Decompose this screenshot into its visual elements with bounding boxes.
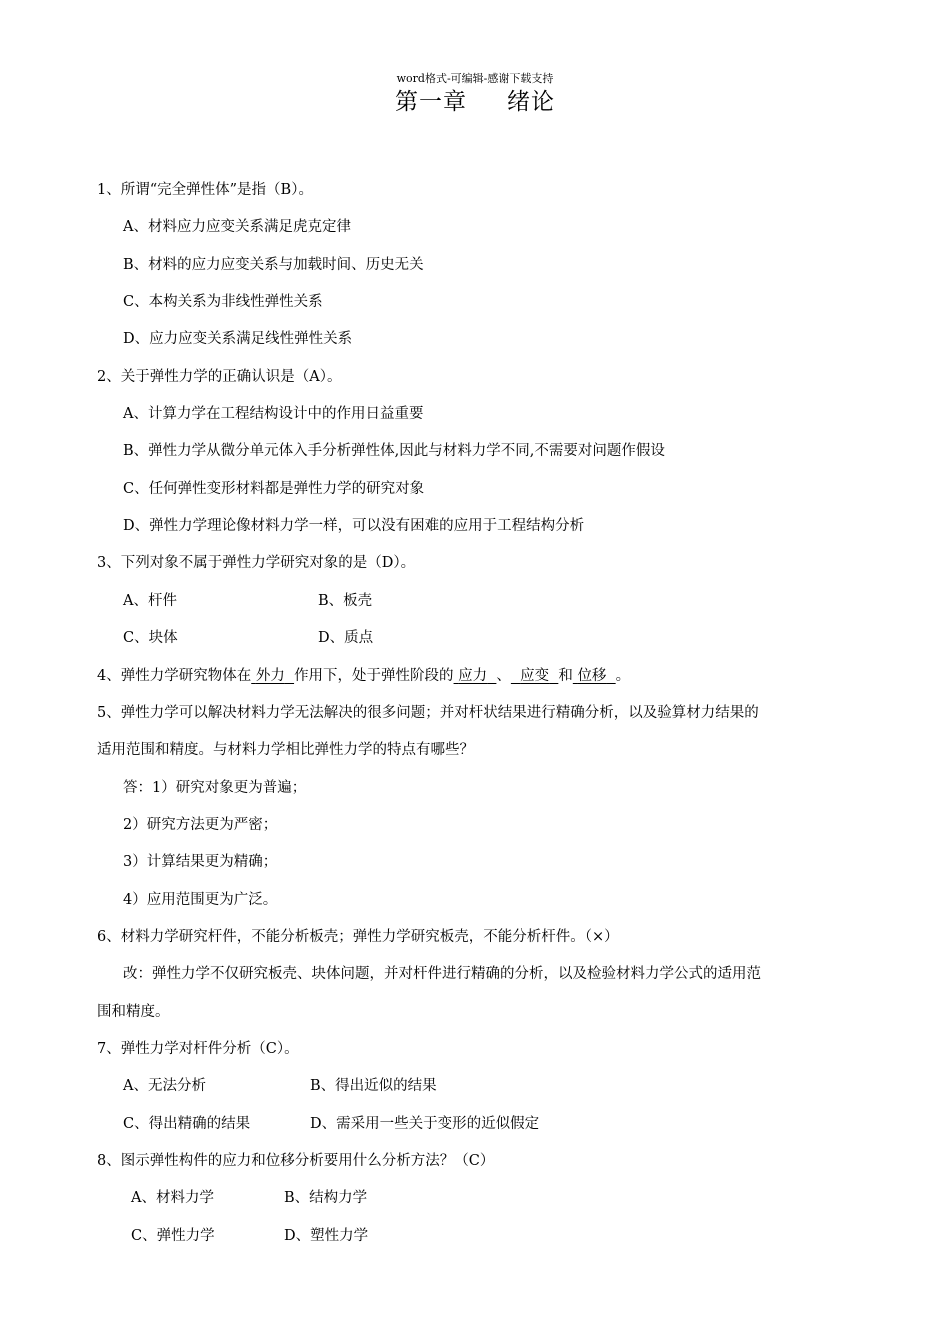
chapter-number: 第一章 xyxy=(395,89,467,115)
watermark-text: word格式-可编辑-感谢下载支持 xyxy=(396,72,554,85)
question-4-text-5: 。 xyxy=(615,668,631,684)
question-8-stem: 8、图示弹性构件的应力和位移分析要用什么分析方法？（C） xyxy=(97,1153,495,1169)
question-5-answer-4: 4）应用范围更为广泛。 xyxy=(123,892,278,908)
question-4-text-1: 4、弹性力学研究物体在 xyxy=(97,668,252,684)
question-3-option-b: B、板壳 xyxy=(318,593,373,609)
question-5-answer-3: 3）计算结果更为精确； xyxy=(123,854,278,870)
chapter-title xyxy=(0,86,950,118)
question-2-option-c: C、任何弹性变形材料都是弹性力学的研究对象 xyxy=(123,481,425,497)
question-5-line-2: 适用范围和精度。与材料力学相比弹性力学的特点有哪些？ xyxy=(97,742,474,758)
question-1-option-d: D、应力应变关系满足线性弹性关系 xyxy=(123,331,353,347)
question-2-option-d: D、弹性力学理论像材料力学一样，可以没有困难的应用于工程结构分析 xyxy=(123,518,585,534)
question-8-option-a: A、材料力学 xyxy=(131,1190,214,1206)
blank-answer-4: 位移 xyxy=(577,668,607,684)
question-3-option-a: A、杆件 xyxy=(123,593,177,609)
question-7-option-c: C、得出精确的结果 xyxy=(123,1116,251,1132)
question-1-option-b: B、材料的应力应变关系与加载时间、历史无关 xyxy=(123,257,424,273)
question-7-option-a: A、无法分析 xyxy=(123,1078,206,1094)
blank-answer-2: 应力 xyxy=(458,668,488,684)
question-7-option-b: B、得出近似的结果 xyxy=(310,1078,437,1094)
question-8-option-c: C、弹性力学 xyxy=(131,1228,215,1244)
question-4-text-3: 、 xyxy=(496,668,511,684)
question-3-option-c: C、块体 xyxy=(123,630,178,646)
question-3-option-d: D、质点 xyxy=(318,630,374,646)
question-3-stem: 3、下列对象不属于弹性力学研究对象的是（D）。 xyxy=(97,555,416,571)
question-6-correction-line-1: 改：弹性力学不仅研究板壳、块体问题，并对杆件进行精确的分析，以及检验材料力学公式的适用范 xyxy=(123,966,761,982)
question-2-option-b: B、弹性力学从微分单元体入手分析弹性体,因此与材料力学不同,不需要对问题作假设 xyxy=(123,443,665,459)
question-4-fill-in xyxy=(97,666,860,686)
question-4-text-2: 作用下，处于弹性阶段的 xyxy=(294,668,454,684)
question-1-option-a: A、材料应力应变关系满足虎克定律 xyxy=(123,219,351,235)
blank-answer-3: 应变 xyxy=(520,668,550,684)
chapter-name: 绪论 xyxy=(507,89,555,115)
question-1-option-c: C、本构关系为非线性弹性关系 xyxy=(123,294,323,310)
question-2-option-a: A、计算力学在工程结构设计中的作用日益重要 xyxy=(123,406,424,422)
question-1-stem: 1、所谓“完全弹性体”是指（B）。 xyxy=(97,182,313,198)
question-6-correction-line-2: 围和精度。 xyxy=(97,1004,170,1020)
question-8-option-b: B、结构力学 xyxy=(284,1190,368,1206)
question-8-option-d: D、塑性力学 xyxy=(284,1228,369,1244)
question-5-answer-2: 2）研究方法更为严密； xyxy=(123,817,278,833)
question-4-text-4: 和 xyxy=(558,668,573,684)
blank-answer-1: 外力 xyxy=(255,668,285,684)
question-7-stem: 7、弹性力学对杆件分析（C）。 xyxy=(97,1041,299,1057)
question-7-option-d: D、需采用一些关于变形的近似假定 xyxy=(310,1116,540,1132)
question-2-stem: 2、关于弹性力学的正确认识是（A）。 xyxy=(97,369,342,385)
question-5-answer-1: 答：1）研究对象更为普遍； xyxy=(123,780,307,796)
question-5-line-1: 5、弹性力学可以解决材料力学无法解决的很多问题；并对杆状结果进行精确分析，以及验算材力结果的 xyxy=(97,705,759,721)
question-6-stem: 6、材料力学研究杆件，不能分析板壳；弹性力学研究板壳，不能分析杆件。（×） xyxy=(97,929,619,945)
